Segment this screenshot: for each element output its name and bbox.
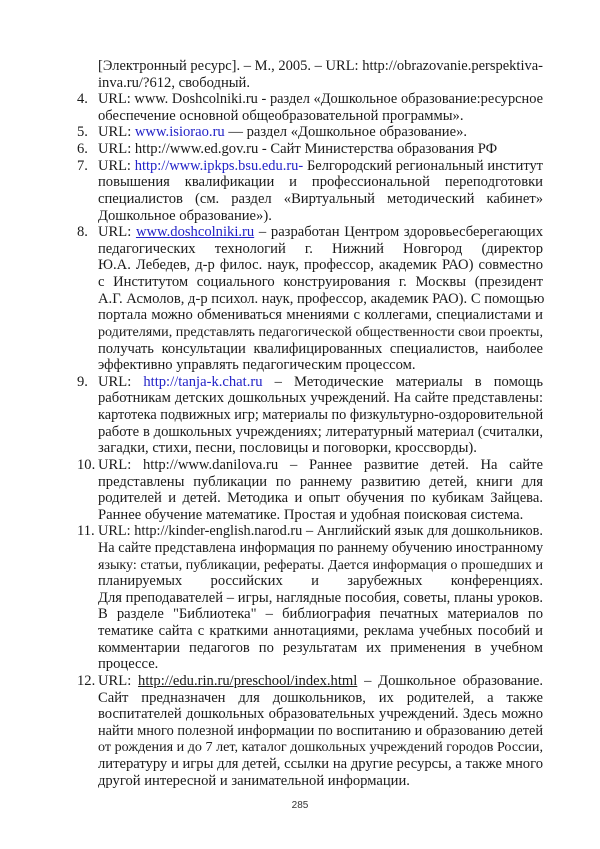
list-number: 12. [77, 672, 96, 689]
text-line [98, 690, 543, 707]
text-span: – Дошкольное образование. [357, 672, 544, 689]
text-span: от рождения и до 7 лет, каталог дошкольных учреждений городов России, [98, 739, 543, 756]
text-line [98, 407, 543, 424]
text-span: Ю.А. Лебедев, д-р филос. наук, профессор, академик РАО) совместно [98, 257, 543, 274]
url-link[interactable]: www.isiorao.ru [134, 124, 225, 141]
text-span: воспитателей дошкольных образовательных учреждений. Здесь можно [98, 706, 543, 723]
text-span: URL: www. Doshcolniki.ru - раздел «Дошкольное образование:ресурсное [98, 91, 543, 108]
text-line [98, 573, 543, 590]
text-line [98, 640, 543, 657]
text-line [98, 75, 543, 92]
text-span: с Институтом социального конструирования г. Москвы (президент [98, 274, 543, 291]
text-span: inva.ru/?612, свободный. [98, 74, 251, 91]
text-span: – разработан Центром здоровьесберегающих [254, 224, 543, 241]
text-span: URL: [98, 224, 136, 241]
text-span: URL: http://www.danilova.ru – Раннее развитие детей. На сайте [98, 456, 543, 473]
text-line [98, 756, 543, 773]
text-span: – Методические материалы в помощь [262, 373, 544, 390]
text-line [98, 606, 543, 623]
text-line [98, 257, 543, 274]
url-link[interactable]: http://edu.rin.ru/preschool/index.html [138, 672, 358, 689]
text-line [98, 191, 543, 208]
list-number: 8. [77, 224, 88, 241]
text-span: URL: http://www.ed.gov.ru - Сайт Министерства образования РФ [98, 141, 498, 158]
text-span: А.Г. Асмолов, д-р психол. наук, профессор, академик РАО). С помощью [98, 290, 545, 307]
text-line [98, 91, 543, 108]
text-span: Сайт предназначен для дошкольников, их родителей, а также [98, 689, 543, 706]
text-span: картотека подвижных игр; материалы по физкультурно-оздоровительной [98, 407, 544, 424]
text-span: работникам детских дошкольных учреждений. На сайте представлены: [98, 390, 543, 407]
text-line [98, 557, 543, 574]
text-line [98, 307, 543, 324]
list-number: 9. [77, 373, 88, 390]
text-span: Раннее обучение математике. Простая и удобная поисковая система. [98, 506, 524, 523]
text-span: Для преподавателей – игры, наглядные пособия, советы, планы уроков. [98, 589, 543, 606]
text-line [98, 490, 543, 507]
text-line [98, 341, 543, 358]
text-span: педагогических технологий г. Нижний Новгород (директор [98, 240, 543, 257]
text-span: URL: [98, 157, 135, 174]
text-line [98, 706, 543, 723]
text-span: другой интересной и занимательной информации. [98, 772, 410, 789]
text-span: В разделе "Библиотека" – библиография печатных материалов по [98, 606, 543, 623]
text-span: специалистов (см. раздел «Виртуальный методический кабинет» [98, 190, 543, 207]
text-line [98, 141, 543, 158]
text-span: — раздел «Дошкольное образование». [224, 124, 468, 141]
text-span: родителями, представлять педагогической общественности свои проекты, [98, 323, 543, 340]
text-line [98, 274, 543, 291]
text-line [98, 507, 543, 524]
text-span: URL: [98, 124, 135, 141]
text-line [98, 424, 543, 441]
text-line [98, 324, 543, 341]
list-number: 11. [77, 523, 95, 540]
text-span: На сайте представлена информация по раннему обучению иностранному [98, 539, 544, 556]
text-span: [Электронный ресурс]. – М., 2005. – URL: http://obrazovanie.perspektiva- [98, 58, 543, 74]
text-line [98, 224, 543, 241]
text-span: процессе. [98, 656, 159, 673]
text-span: URL: http://kinder-english.narod.ru – Английский язык для дошкольников. [98, 523, 543, 540]
text-line [98, 590, 543, 607]
text-span: тематике сайта с краткими аннотациями, реклама учебных пособий и [98, 623, 543, 640]
text-line [98, 474, 543, 491]
text-span: Белгородский региональный институт [303, 157, 543, 174]
text-line [98, 773, 543, 790]
list-number: 5. [77, 124, 88, 141]
text-span: повышения квалификации и профессиональной переподготовки [98, 174, 543, 191]
list-number: 10. [77, 456, 96, 473]
text-line [98, 108, 543, 125]
text-line [98, 656, 543, 673]
text-line [98, 623, 543, 640]
text-line [98, 158, 543, 175]
text-span: эффективно управлять педагогическим процессом. [98, 357, 416, 374]
text-span: URL: [98, 672, 139, 689]
text-line [98, 357, 543, 374]
text-line [98, 390, 543, 407]
text-span: представлены публикации по раннему развитию детей, книги для [98, 473, 543, 490]
url-link[interactable]: http://tanja-k.chat.ru [143, 373, 263, 390]
url-link[interactable]: http://www.ipkps.bsu.edu.ru- [134, 157, 304, 174]
list-number: 4. [77, 91, 88, 108]
list-number: 7. [77, 157, 88, 174]
text-span: найти много полезной информации по воспитанию и образованию детей [98, 722, 543, 739]
text-span: работе в дошкольных учреждениях; литературный материал (считалки, [98, 423, 543, 440]
text-line [98, 673, 543, 690]
text-span: обеспечение основной общеобразовательной программы». [98, 107, 464, 124]
text-line [98, 174, 543, 191]
text-line [98, 523, 543, 540]
text-span: комментарии педагогов по результатам их применения в учебном [98, 639, 543, 656]
text-line [98, 540, 543, 557]
list-number: 6. [77, 141, 88, 158]
text-line [98, 440, 543, 457]
text-line [98, 291, 543, 308]
text-span: загадки, стихи, песни, пословицы и поговорки, кроссворды). [98, 440, 477, 457]
text-line [98, 374, 543, 391]
text-span: языку: статьи, публикации, рефераты. Дается информация о прошедших и [98, 556, 543, 573]
text-line [98, 208, 543, 225]
text-line [98, 457, 543, 474]
text-span: портала можно обмениваться мнениями с коллегами, специалистами и [98, 307, 543, 324]
text-span: литературу и игры для детей, ссылки на другие ресурсы, а также много [98, 756, 543, 773]
text-span: Дошкольное образование»). [98, 207, 272, 224]
text-line [98, 241, 543, 258]
text-span: родителей и детей. Методика и опыт обучения по кубикам Зайцева. [98, 490, 543, 507]
text-span: получать консультации квалифицированных специалистов, наиболее [98, 340, 543, 357]
text-line [98, 124, 543, 141]
text-line [98, 723, 543, 740]
text-line [98, 739, 543, 756]
url-link[interactable]: www.doshcolniki.ru [135, 224, 255, 241]
text-span: URL: [98, 373, 144, 390]
text-line [98, 58, 543, 75]
page-number: 285 [291, 800, 309, 811]
text-span: планируемых российских и зарубежных конференциях. [98, 573, 543, 590]
